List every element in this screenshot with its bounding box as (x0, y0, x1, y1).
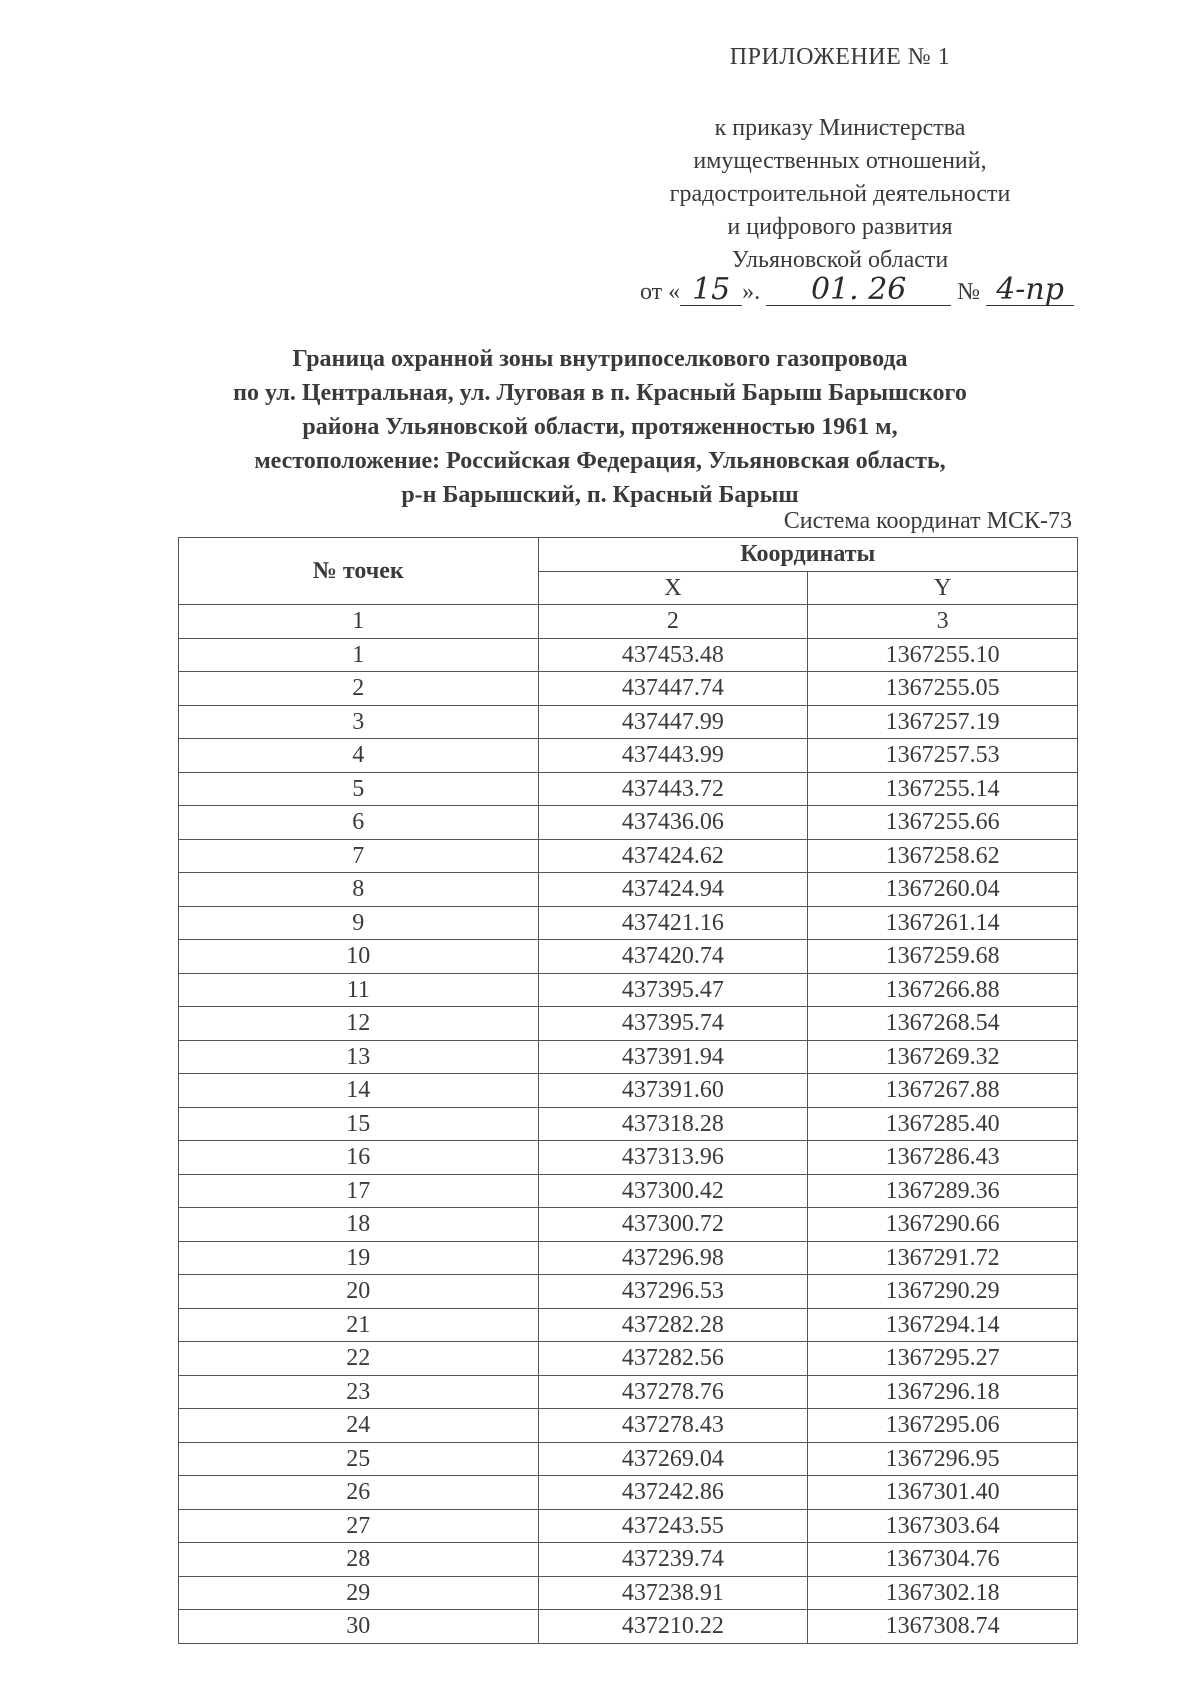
x-coordinate-cell: 437395.47 (538, 973, 808, 1007)
header-coordinates: Координаты (538, 538, 1077, 572)
coordinate-system-label: Система координат МСК-73 (783, 508, 1072, 534)
x-coordinate-cell: 437296.98 (538, 1241, 808, 1275)
point-number-cell: 8 (179, 873, 539, 907)
y-coordinate-cell: 1367295.06 (808, 1409, 1078, 1443)
point-number-cell: 20 (179, 1275, 539, 1309)
x-coordinate-cell: 437391.94 (538, 1040, 808, 1074)
table-row (179, 839, 1078, 873)
order-line: к приказу Министерства (714, 115, 966, 141)
order-date-line (640, 272, 1074, 307)
table-row (179, 906, 1078, 940)
x-coordinate-cell: 437282.28 (538, 1308, 808, 1342)
table-body (179, 638, 1078, 1643)
appendix-title: ПРИЛОЖЕНИЕ № 1 (729, 44, 951, 70)
x-coordinate-cell: 437443.99 (538, 739, 808, 773)
table-row (179, 1208, 1078, 1242)
order-line: имущественных отношений, (693, 148, 987, 174)
table-row (179, 1442, 1078, 1476)
table-row (179, 1509, 1078, 1543)
number-label: № (957, 279, 981, 305)
table-row (179, 1543, 1078, 1577)
x-coordinate-cell: 437243.55 (538, 1509, 808, 1543)
heading-line: местоположение: Российская Федерация, Ульяновская область, (254, 448, 946, 474)
table-row (179, 1007, 1078, 1041)
heading-line: р-н Барышский, п. Красный Барыш (401, 482, 799, 508)
y-coordinate-cell: 1367257.53 (808, 739, 1078, 773)
y-coordinate-cell: 1367267.88 (808, 1074, 1078, 1108)
header-points: № точек (179, 538, 539, 605)
point-number-cell: 18 (179, 1208, 539, 1242)
y-coordinate-cell: 1367268.54 (808, 1007, 1078, 1041)
y-coordinate-cell: 1367290.29 (808, 1275, 1078, 1309)
table-row (179, 672, 1078, 706)
table-row (179, 1107, 1078, 1141)
y-coordinate-cell: 1367255.10 (808, 638, 1078, 672)
point-number-cell: 9 (179, 906, 539, 940)
x-coordinate-cell: 437447.99 (538, 705, 808, 739)
table-row (179, 1040, 1078, 1074)
x-coordinate-cell: 437424.62 (538, 839, 808, 873)
table-header-row (179, 538, 1078, 572)
x-coordinate-cell: 437242.86 (538, 1476, 808, 1510)
y-coordinate-cell: 1367294.14 (808, 1308, 1078, 1342)
y-coordinate-cell: 1367301.40 (808, 1476, 1078, 1510)
column-number: 1 (179, 605, 539, 639)
x-coordinate-cell: 437300.42 (538, 1174, 808, 1208)
point-number-cell: 15 (179, 1107, 539, 1141)
order-line: и цифрового развития (727, 214, 953, 240)
point-number-cell: 27 (179, 1509, 539, 1543)
y-coordinate-cell: 1367302.18 (808, 1576, 1078, 1610)
table-row (179, 1342, 1078, 1376)
y-coordinate-cell: 1367289.36 (808, 1174, 1078, 1208)
table-row (179, 638, 1078, 672)
y-coordinate-cell: 1367255.05 (808, 672, 1078, 706)
x-coordinate-cell: 437420.74 (538, 940, 808, 974)
point-number-cell: 25 (179, 1442, 539, 1476)
heading-line: района Ульяновской области, протяженностью 1961 м, (302, 414, 898, 440)
x-coordinate-cell: 437453.48 (538, 638, 808, 672)
point-number-cell: 23 (179, 1375, 539, 1409)
coordinates-table (178, 537, 1078, 1644)
y-coordinate-cell: 1367290.66 (808, 1208, 1078, 1242)
y-coordinate-cell: 1367291.72 (808, 1241, 1078, 1275)
date-day-handwritten: 15 (680, 275, 742, 306)
y-coordinate-cell: 1367258.62 (808, 839, 1078, 873)
x-coordinate-cell: 437421.16 (538, 906, 808, 940)
column-numbers-row (179, 605, 1078, 639)
point-number-cell: 24 (179, 1409, 539, 1443)
x-coordinate-cell: 437391.60 (538, 1074, 808, 1108)
y-coordinate-cell: 1367308.74 (808, 1610, 1078, 1644)
point-number-cell: 29 (179, 1576, 539, 1610)
point-number-cell: 10 (179, 940, 539, 974)
point-number-cell: 2 (179, 672, 539, 706)
y-coordinate-cell: 1367260.04 (808, 873, 1078, 907)
table-row (179, 1241, 1078, 1275)
x-coordinate-cell: 437238.91 (538, 1576, 808, 1610)
point-number-cell: 26 (179, 1476, 539, 1510)
y-coordinate-cell: 1367285.40 (808, 1107, 1078, 1141)
x-coordinate-cell: 437424.94 (538, 873, 808, 907)
point-number-cell: 12 (179, 1007, 539, 1041)
point-number-cell: 17 (179, 1174, 539, 1208)
header-y: Y (808, 571, 1078, 605)
x-coordinate-cell: 437269.04 (538, 1442, 808, 1476)
x-coordinate-cell: 437210.22 (538, 1610, 808, 1644)
document-heading (150, 342, 1050, 512)
x-coordinate-cell: 437300.72 (538, 1208, 808, 1242)
date-mid: ». (742, 279, 761, 305)
table-row (179, 1375, 1078, 1409)
table-row (179, 1308, 1078, 1342)
table-row (179, 772, 1078, 806)
table-row (179, 973, 1078, 1007)
table-row (179, 806, 1078, 840)
y-coordinate-cell: 1367303.64 (808, 1509, 1078, 1543)
x-coordinate-cell: 437318.28 (538, 1107, 808, 1141)
y-coordinate-cell: 1367259.68 (808, 940, 1078, 974)
point-number-cell: 4 (179, 739, 539, 773)
table-row (179, 1074, 1078, 1108)
point-number-cell: 6 (179, 806, 539, 840)
order-line: Ульяновской области (731, 247, 949, 273)
table-row (179, 1174, 1078, 1208)
y-coordinate-cell: 1367295.27 (808, 1342, 1078, 1376)
y-coordinate-cell: 1367296.95 (808, 1442, 1078, 1476)
x-coordinate-cell: 437296.53 (538, 1275, 808, 1309)
table-row (179, 705, 1078, 739)
y-coordinate-cell: 1367269.32 (808, 1040, 1078, 1074)
point-number-cell: 7 (179, 839, 539, 873)
x-coordinate-cell: 437239.74 (538, 1543, 808, 1577)
table-row (179, 873, 1078, 907)
y-coordinate-cell: 1367286.43 (808, 1141, 1078, 1175)
point-number-cell: 1 (179, 638, 539, 672)
point-number-cell: 22 (179, 1342, 539, 1376)
point-number-cell: 19 (179, 1241, 539, 1275)
point-number-cell: 16 (179, 1141, 539, 1175)
x-coordinate-cell: 437395.74 (538, 1007, 808, 1041)
x-coordinate-cell: 437443.72 (538, 772, 808, 806)
point-number-cell: 13 (179, 1040, 539, 1074)
y-coordinate-cell: 1367304.76 (808, 1543, 1078, 1577)
date-prefix: от « (640, 279, 681, 305)
order-number-handwritten: 4-пр (986, 275, 1074, 306)
order-reference (620, 112, 1060, 277)
y-coordinate-cell: 1367296.18 (808, 1375, 1078, 1409)
column-number: 2 (538, 605, 808, 639)
table-row (179, 940, 1078, 974)
table-row (179, 1576, 1078, 1610)
point-number-cell: 28 (179, 1543, 539, 1577)
y-coordinate-cell: 1367257.19 (808, 705, 1078, 739)
point-number-cell: 11 (179, 973, 539, 1007)
x-coordinate-cell: 437282.56 (538, 1342, 808, 1376)
x-coordinate-cell: 437447.74 (538, 672, 808, 706)
point-number-cell: 21 (179, 1308, 539, 1342)
table-row (179, 739, 1078, 773)
y-coordinate-cell: 1367266.88 (808, 973, 1078, 1007)
point-number-cell: 30 (179, 1610, 539, 1644)
y-coordinate-cell: 1367255.14 (808, 772, 1078, 806)
point-number-cell: 3 (179, 705, 539, 739)
header-x: X (538, 571, 808, 605)
table-row (179, 1610, 1078, 1644)
table-row (179, 1275, 1078, 1309)
table-row (179, 1476, 1078, 1510)
order-line: градостроительной деятельности (669, 181, 1011, 207)
heading-line: по ул. Центральная, ул. Луговая в п. Красный Барыш Барышского (233, 380, 967, 406)
x-coordinate-cell: 437313.96 (538, 1141, 808, 1175)
column-number: 3 (808, 605, 1078, 639)
y-coordinate-cell: 1367255.66 (808, 806, 1078, 840)
point-number-cell: 14 (179, 1074, 539, 1108)
point-number-cell: 5 (179, 772, 539, 806)
table-row (179, 1141, 1078, 1175)
date-month-year-handwritten: 01. 26 (766, 275, 951, 306)
x-coordinate-cell: 437278.43 (538, 1409, 808, 1443)
table-row (179, 1409, 1078, 1443)
x-coordinate-cell: 437278.76 (538, 1375, 808, 1409)
x-coordinate-cell: 437436.06 (538, 806, 808, 840)
heading-line: Граница охранной зоны внутрипоселкового газопровода (292, 346, 908, 372)
y-coordinate-cell: 1367261.14 (808, 906, 1078, 940)
